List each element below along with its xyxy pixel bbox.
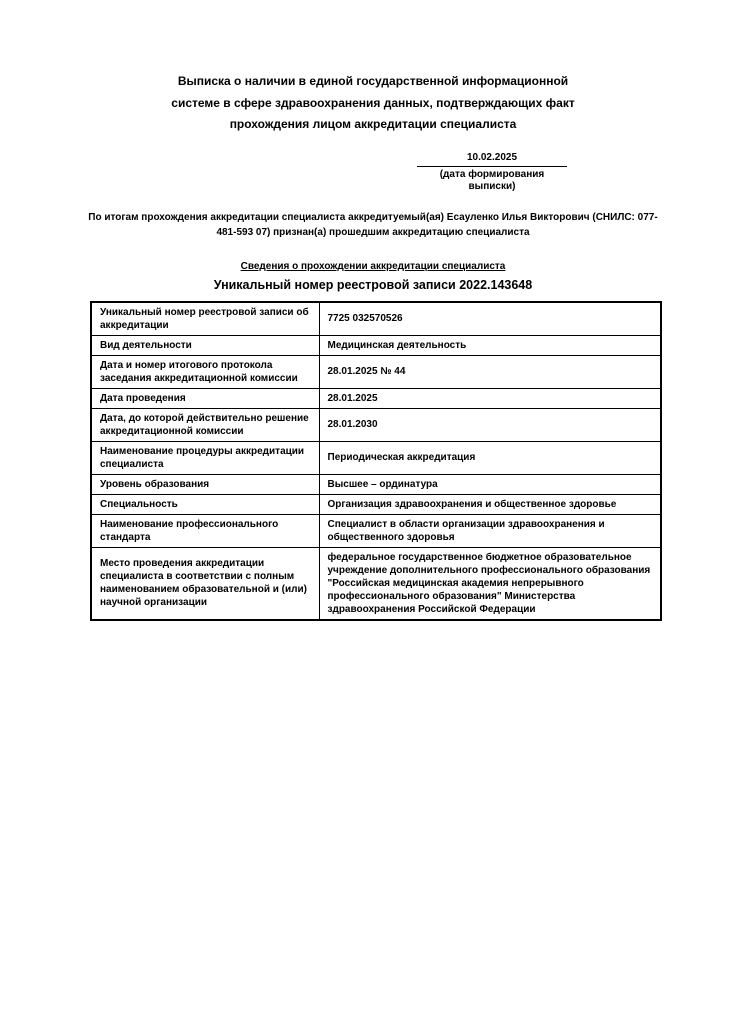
issue-date-block xyxy=(417,152,567,193)
table-row xyxy=(91,335,661,355)
table-row xyxy=(91,302,661,336)
table-row xyxy=(91,514,661,547)
document-title-line: системе в сфере здравоохранения данных, подтверждающих факт xyxy=(171,95,575,110)
field-label: Вид деятельности xyxy=(91,335,319,355)
table-row xyxy=(91,441,661,474)
field-label: Дата и номер итогового протокола заседания аккредитационной комиссии xyxy=(91,355,319,388)
table-row xyxy=(91,474,661,494)
field-value: Специалист в области организации здравоохранения и общественного здоровья xyxy=(319,514,661,547)
intro-paragraph: По итогам прохождения аккредитации специалиста аккредитуемый(ая) Есауленко Илья Викторович (СНИЛС: 077-481-593 07) признан(а) прошедшим аккредитацию специалиста xyxy=(88,211,658,238)
field-value: Организация здравоохранения и общественное здоровье xyxy=(319,494,661,514)
record-number-header: Уникальный номер реестровой записи 2022.143648 xyxy=(213,277,533,292)
field-label: Специальность xyxy=(91,494,319,514)
table-row xyxy=(91,355,661,388)
field-value: 28.01.2025 xyxy=(319,388,661,408)
field-value: федеральное государственное бюджетное образовательное учреждение дополнительного профессионального образования "Российская медицинская академия непрерывного профессионального образования" Министерства здравоохранения Российской Федерации xyxy=(319,547,661,620)
field-value: Периодическая аккредитация xyxy=(319,441,661,474)
table-row xyxy=(91,408,661,441)
field-value: 28.01.2025 № 44 xyxy=(319,355,661,388)
field-label: Место проведения аккредитации специалиста в соответствии с полным наименованием образовательной и (или) научной организации xyxy=(91,547,319,620)
field-label: Дата проведения xyxy=(91,388,319,408)
document-title xyxy=(0,0,746,136)
field-label: Уникальный номер реестровой записи об аккредитации xyxy=(91,302,319,336)
section-header: Сведения о прохождении аккредитации специалиста xyxy=(240,260,506,272)
field-label: Наименование профессионального стандарта xyxy=(91,514,319,547)
document-title-line: прохождения лицом аккредитации специалиста xyxy=(229,117,517,131)
field-label: Дата, до которой действительно решение аккредитационной комиссии xyxy=(91,408,319,441)
table-row xyxy=(91,388,661,408)
document-title-line: Выписка о наличии в единой государственной информационной xyxy=(177,74,569,88)
field-value: 7725 032570526 xyxy=(319,302,661,336)
field-value: Высшее – ординатура xyxy=(319,474,661,494)
issue-date: 10.02.2025 xyxy=(417,152,567,167)
table-row xyxy=(91,494,661,514)
field-label: Наименование процедуры аккредитации специалиста xyxy=(91,441,319,474)
table-row xyxy=(91,547,661,620)
issue-date-caption: (дата формирования выписки) xyxy=(439,168,545,192)
accreditation-table xyxy=(90,301,662,621)
field-label: Уровень образования xyxy=(91,474,319,494)
field-value: 28.01.2030 xyxy=(319,408,661,441)
field-value: Медицинская деятельность xyxy=(319,335,661,355)
